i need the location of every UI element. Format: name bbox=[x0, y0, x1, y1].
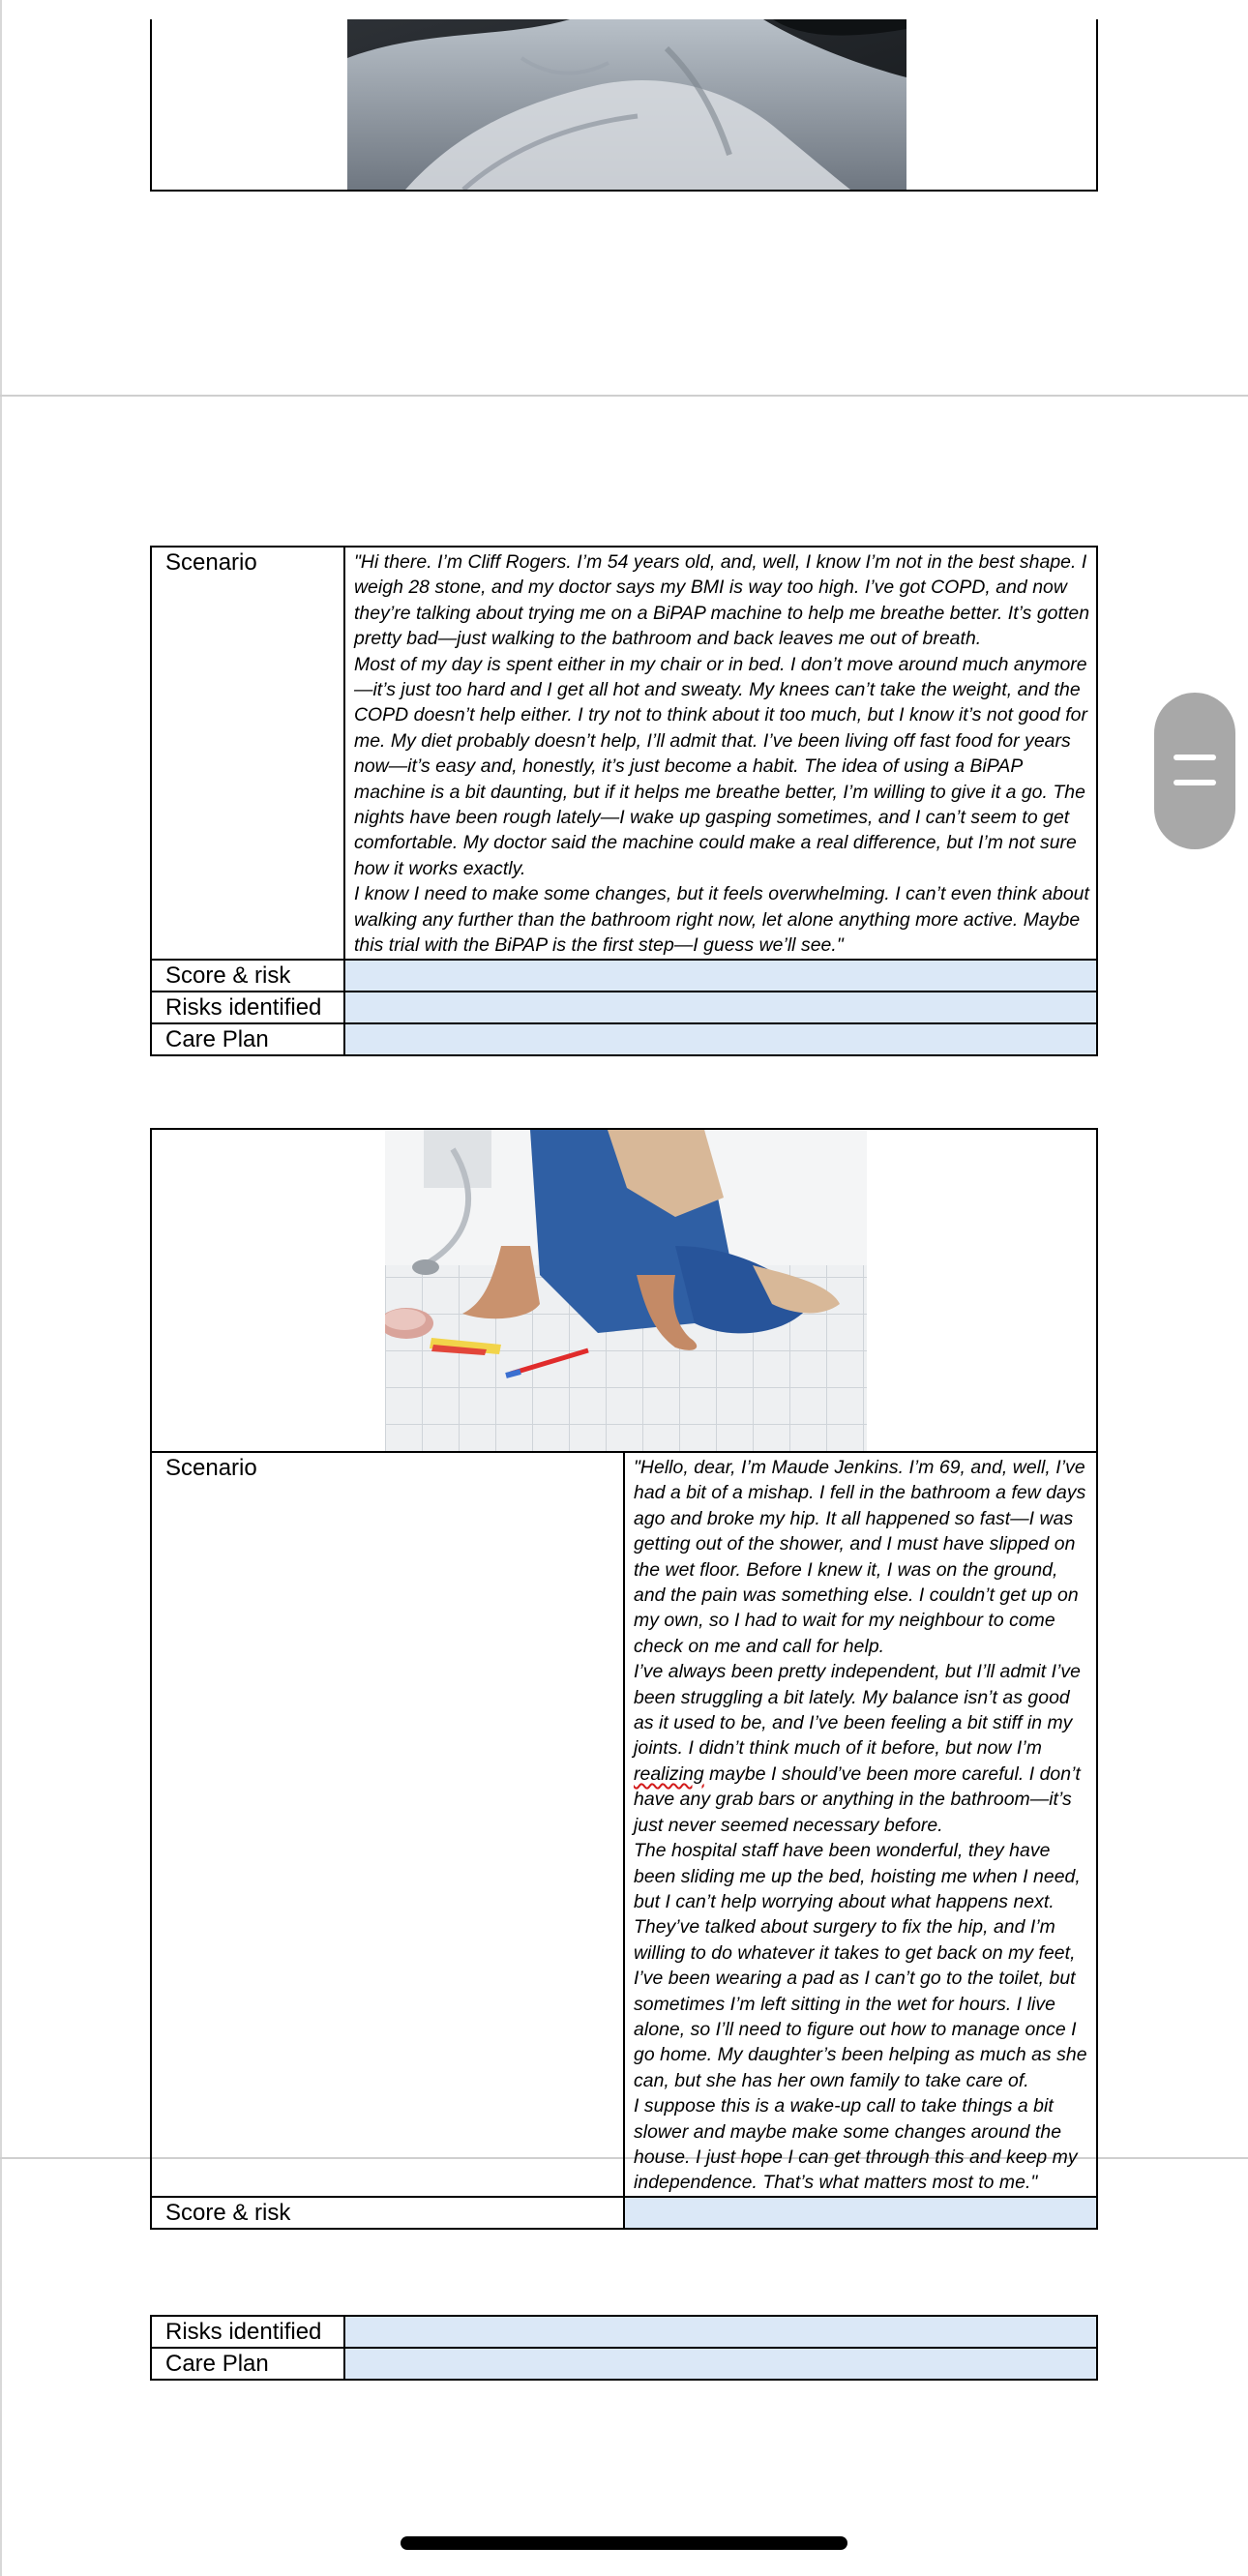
table-scenario-maude-jenkins bbox=[150, 1128, 1098, 2230]
score-risk-input-cell[interactable] bbox=[624, 2197, 1097, 2229]
page-break bbox=[0, 395, 1248, 397]
risks-identified-label: Risks identified bbox=[151, 992, 344, 1023]
scenario-label: Scenario bbox=[151, 1452, 624, 2197]
scenario-text-segment: maybe I should’ve been more careful. I don’t have any grab bars or anything in the bathroom—it’s just never seemed necessary before. bbox=[634, 1762, 1081, 1836]
scenario-paragraph bbox=[634, 1659, 1090, 1838]
table-scenario-maude-continued bbox=[150, 2315, 1098, 2381]
image-cell bbox=[151, 19, 1097, 191]
bed-patient-image bbox=[347, 19, 906, 190]
score-risk-input-cell[interactable] bbox=[344, 960, 1097, 992]
care-plan-input-cell[interactable] bbox=[344, 1023, 1097, 1055]
scenario-label: Scenario bbox=[151, 547, 344, 960]
spelling-error-word[interactable]: realizing bbox=[634, 1762, 704, 1785]
risks-identified-input-cell[interactable] bbox=[344, 992, 1097, 1023]
risks-identified-input-cell[interactable] bbox=[344, 2316, 1097, 2348]
scenario-text-maude bbox=[624, 1452, 1097, 2197]
scenario-text-cliff bbox=[344, 547, 1097, 960]
image-cell bbox=[151, 1129, 1097, 1452]
care-plan-label: Care Plan bbox=[151, 1023, 344, 1055]
scenario-paragraph: I know I need to make some changes, but it feels overwhelming. I can’t even think about walking any further than the bathroom right now, let alone anything more active. Maybe this trial with the BiPAP is the first step—I guess we’ll see." bbox=[354, 883, 1089, 957]
grip-line-icon bbox=[1174, 755, 1216, 760]
home-indicator[interactable] bbox=[401, 2536, 847, 2550]
care-plan-input-cell[interactable] bbox=[344, 2348, 1097, 2380]
scenario-paragraph: "Hello, dear, I’m Maude Jenkins. I’m 69, and, well, I’ve had a bit of a mishap. I fell in the bathroom a few days ago and broke my hip. It all happened so fast—I was getting out of the shower, and I must have slipped on the wet floor. Before I knew it, I was on the ground, and the pain was something else. I couldn’t get up on my own, so I had to wait for my neighbour to come check on me and call for help. bbox=[634, 1457, 1086, 1657]
photo-bed-patient bbox=[347, 19, 906, 190]
table-patient-photo-continued bbox=[150, 19, 1098, 192]
scenario-paragraph: Most of my day is spent either in my chair or in bed. I don’t move around much anymore—it’s just too hard and I get all hot and sweaty. My knees can’t take the weight, and the COPD doesn’t help either. I try not to think about it too much, but I know it’s not good for me. My diet probably doesn’t help, I’ll admit that. I’ve been living off fast food for years now—it’s easy and, honestly, it’s just become a habit. The idea of using a BiPAP machine is a bit daunting, but if it helps me breathe better, I’m willing to give it a go. The nights have been rough lately—I wake up gasping sometimes, and I can’t seem to get comfortable. My doctor said the machine could make a real difference, but I’m not sure how it works exactly. bbox=[354, 653, 1088, 879]
risks-identified-label: Risks identified bbox=[151, 2316, 344, 2348]
scenario-paragraph: I suppose this is a wake-up call to take things a bit slower and maybe make some changes around the house. I just hope I can get through this and keep my independence. That’s what matters most to me." bbox=[634, 2095, 1078, 2194]
fall-bathroom-image bbox=[385, 1130, 867, 1451]
photo-fall-bathroom bbox=[385, 1130, 867, 1451]
table-scenario-cliff-rogers bbox=[150, 546, 1098, 1056]
score-risk-label: Score & risk bbox=[151, 960, 344, 992]
scenario-paragraph: The hospital staff have been wonderful, they have been sliding me up the bed, hoisting me when I need, but I can’t help worrying about what happens next. They’ve talked about surgery to fix the hip, and I’m willing to do whatever it takes to get back on my feet, I’ve been wearing a pad as I can’t go to the toilet, but sometimes I’m left sitting in the wet for hours. I live alone, so I’ll need to figure out how to manage once I go home. My daughter’s been helping as much as she can, but she has her own family to take care of. bbox=[634, 1840, 1087, 2091]
care-plan-label: Care Plan bbox=[151, 2348, 344, 2380]
scroll-handle[interactable] bbox=[1154, 693, 1235, 849]
scenario-text-segment: I’ve always been pretty independent, but I’ll admit I’ve been struggling a bit lately. My balance isn’t as good as it used to be, and I’ve been feeling a bit stiff in my joints. I didn’t think much of it before, but now I’m bbox=[634, 1661, 1081, 1760]
page-edge bbox=[0, 0, 2, 2576]
scenario-paragraph: "Hi there. I’m Cliff Rogers. I’m 54 years old, and, well, I know I’m not in the best shape. I weigh 28 stone, and my doctor says my BMI is way too high. I’ve got COPD, and now they’re talking about trying me on a BiPAP machine to help me breathe better. It’s gotten pretty bad—just walking to the bathroom and back leaves me out of breath. bbox=[354, 551, 1090, 650]
grip-line-icon bbox=[1174, 780, 1216, 785]
score-risk-label: Score & risk bbox=[151, 2197, 624, 2229]
